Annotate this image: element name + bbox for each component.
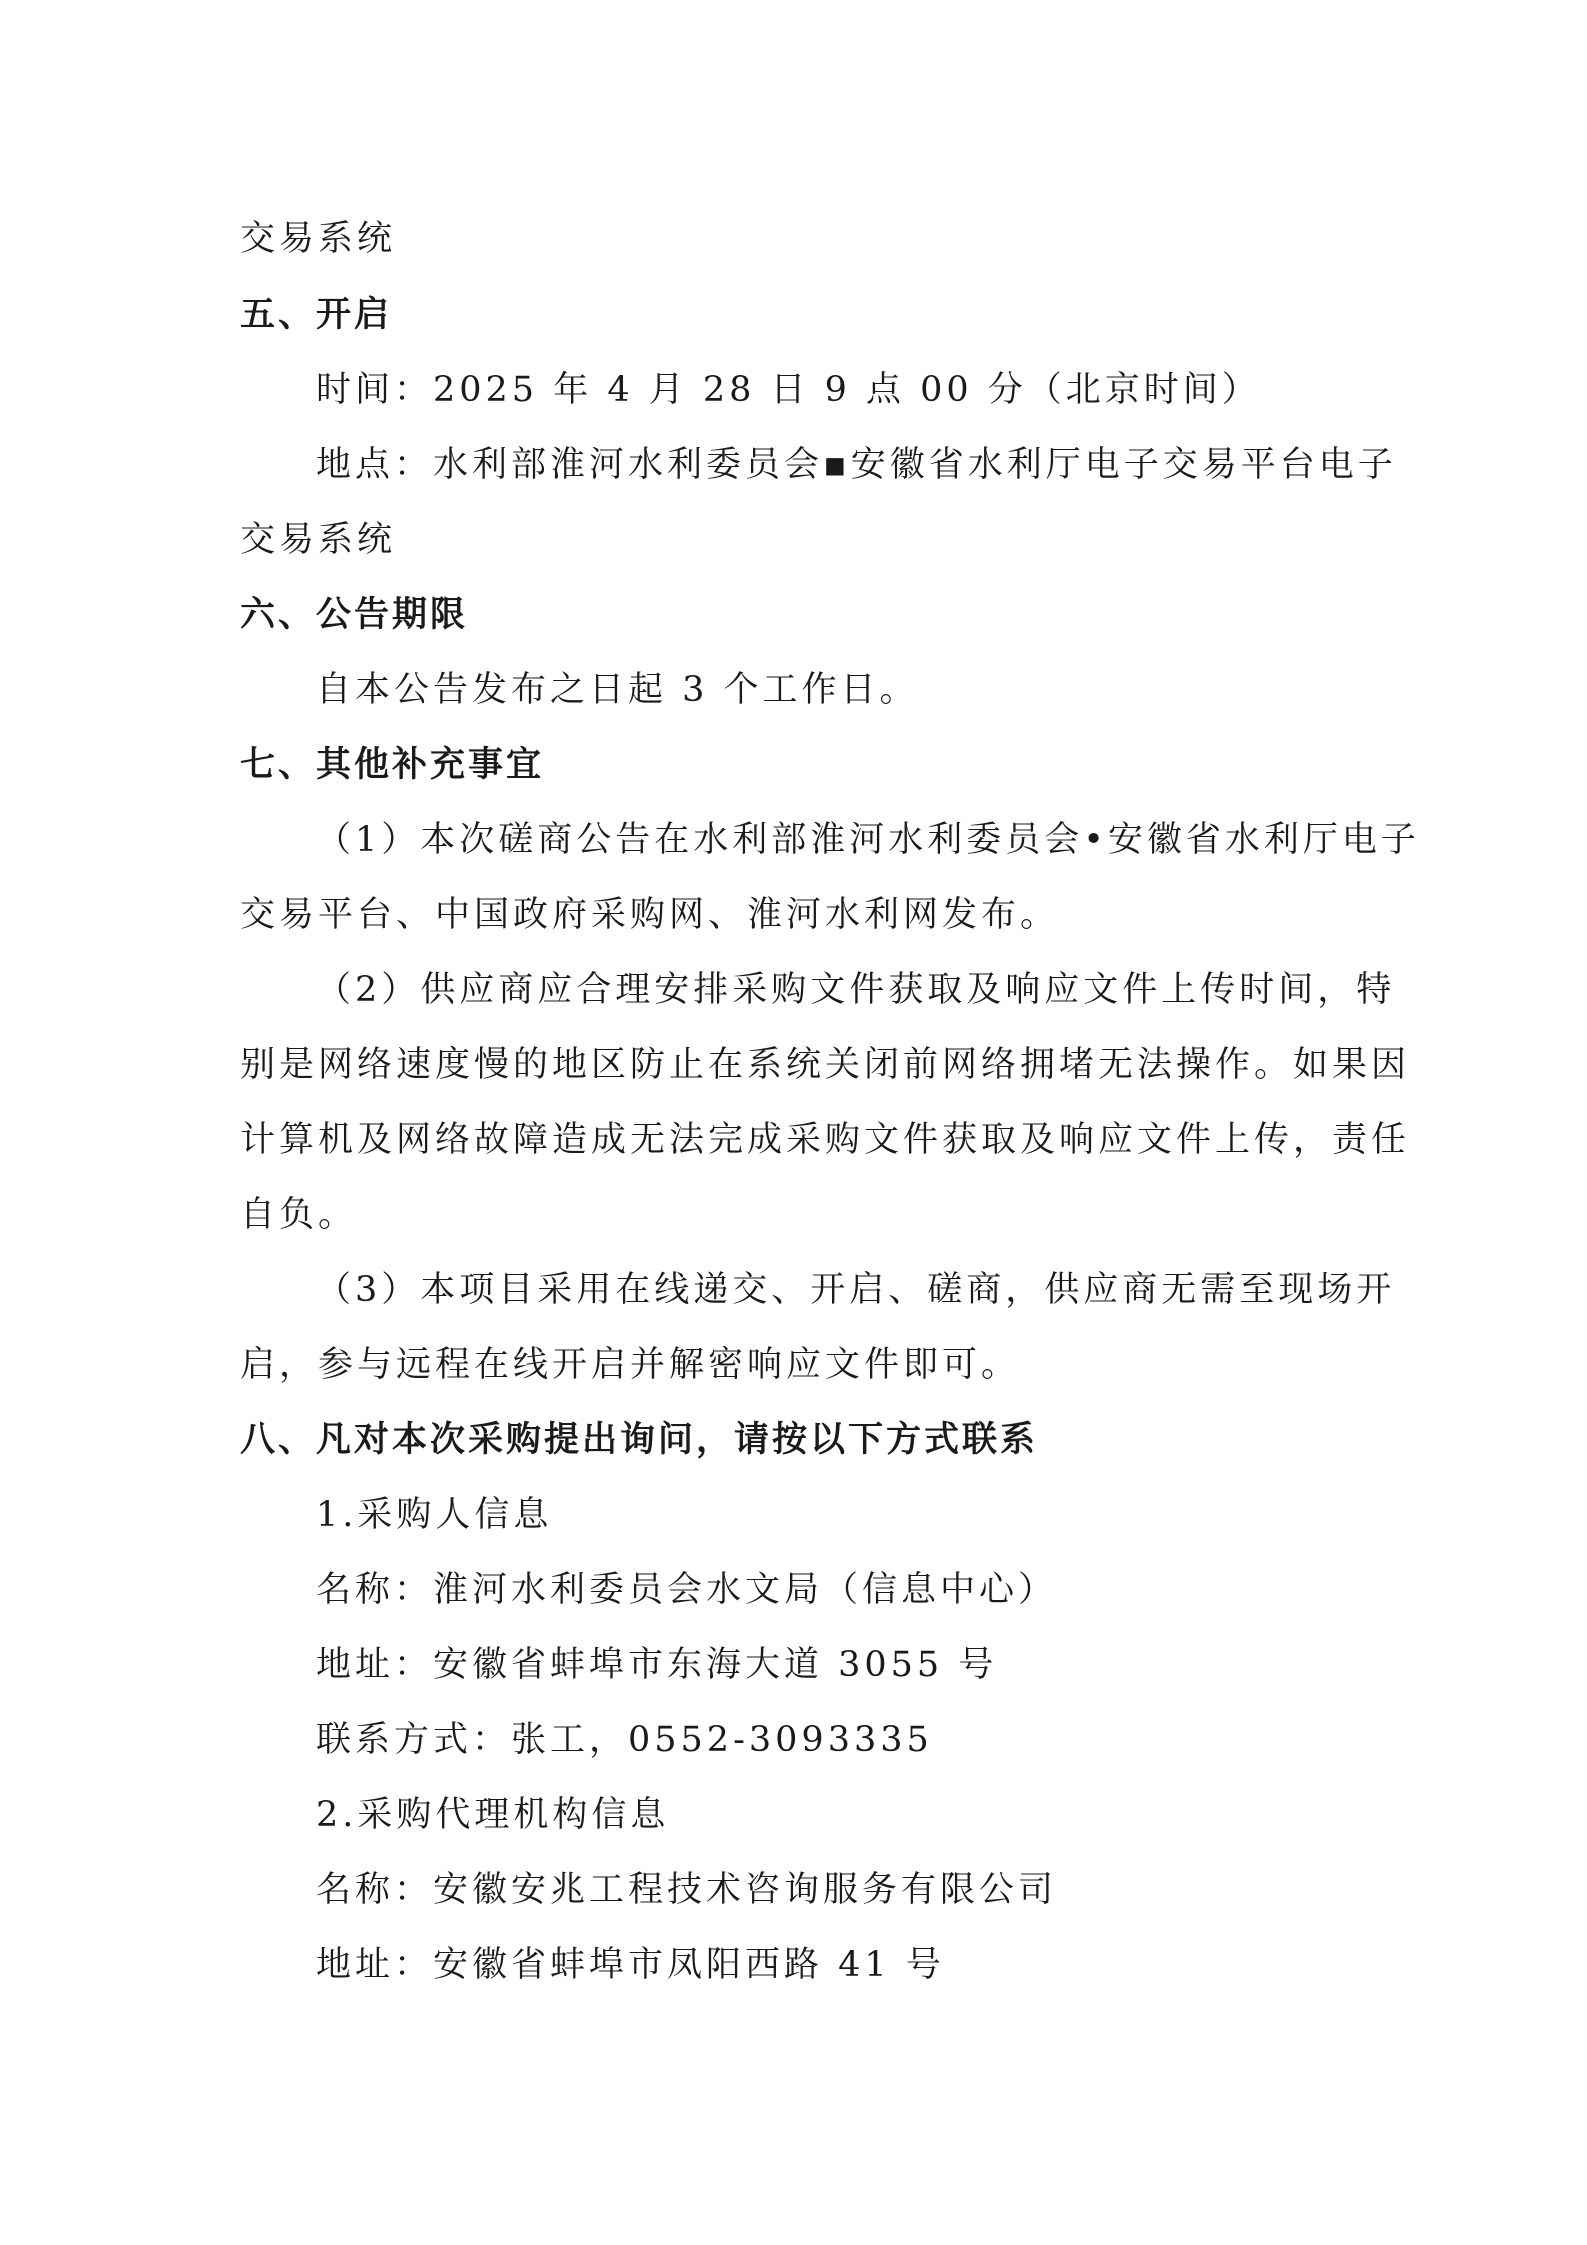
continued-text: 交易系统 <box>240 219 397 259</box>
buyer-info-title: 1.采购人信息 <box>316 1495 553 1535</box>
section-heading-contact: 八、凡对本次采购提出询问，请按以下方式联系 <box>240 1420 1039 1460</box>
other-matters-item-1-cont: 交易平台、中国政府采购网、淮河水利网发布。 <box>240 895 1060 935</box>
opening-place: 地点：水利部淮河水利委员会▪安徽省水利厅电子交易平台电子 <box>316 445 1397 485</box>
other-matters-item-2: （2）供应商应合理安排采购文件获取及响应文件上传时间，特 <box>316 970 1396 1010</box>
buyer-name: 名称：淮河水利委员会水文局（信息中心） <box>316 1570 1058 1610</box>
opening-place-cont: 交易系统 <box>240 520 397 560</box>
section-heading-other-matters: 七、其他补充事宜 <box>240 745 545 785</box>
agent-address: 地址：安徽省蚌埠市凤阳西路 41 号 <box>316 1945 945 1985</box>
other-matters-item-3: （3）本项目采用在线递交、开启、磋商，供应商无需至现场开 <box>316 1270 1396 1310</box>
buyer-contact: 联系方式：张工，0552-3093335 <box>316 1720 933 1760</box>
section-heading-notice-period: 六、公告期限 <box>240 595 469 635</box>
other-matters-item-2-cont-3: 自负。 <box>240 1195 358 1235</box>
other-matters-item-1: （1）本次磋商公告在水利部淮河水利委员会•安徽省水利厅电子 <box>316 820 1420 860</box>
buyer-address: 地址：安徽省蚌埠市东海大道 3055 号 <box>316 1645 998 1685</box>
section-heading-opening: 五、开启 <box>240 295 393 335</box>
opening-time: 时间：2025 年 4 月 28 日 9 点 00 分（北京时间） <box>316 370 1261 410</box>
agent-name: 名称：安徽安兆工程技术咨询服务有限公司 <box>316 1870 1058 1910</box>
other-matters-item-3-cont: 启，参与远程在线开启并解密响应文件即可。 <box>240 1345 1021 1385</box>
other-matters-item-2-cont-2: 计算机及网络故障造成无法完成采购文件获取及响应文件上传，责任 <box>240 1120 1411 1160</box>
agent-info-title: 2.采购代理机构信息 <box>316 1795 670 1835</box>
other-matters-item-2-cont-1: 别是网络速度慢的地区防止在系统关闭前网络拥堵无法操作。如果因 <box>240 1045 1411 1085</box>
notice-period-text: 自本公告发布之日起 3 个工作日。 <box>316 670 919 710</box>
